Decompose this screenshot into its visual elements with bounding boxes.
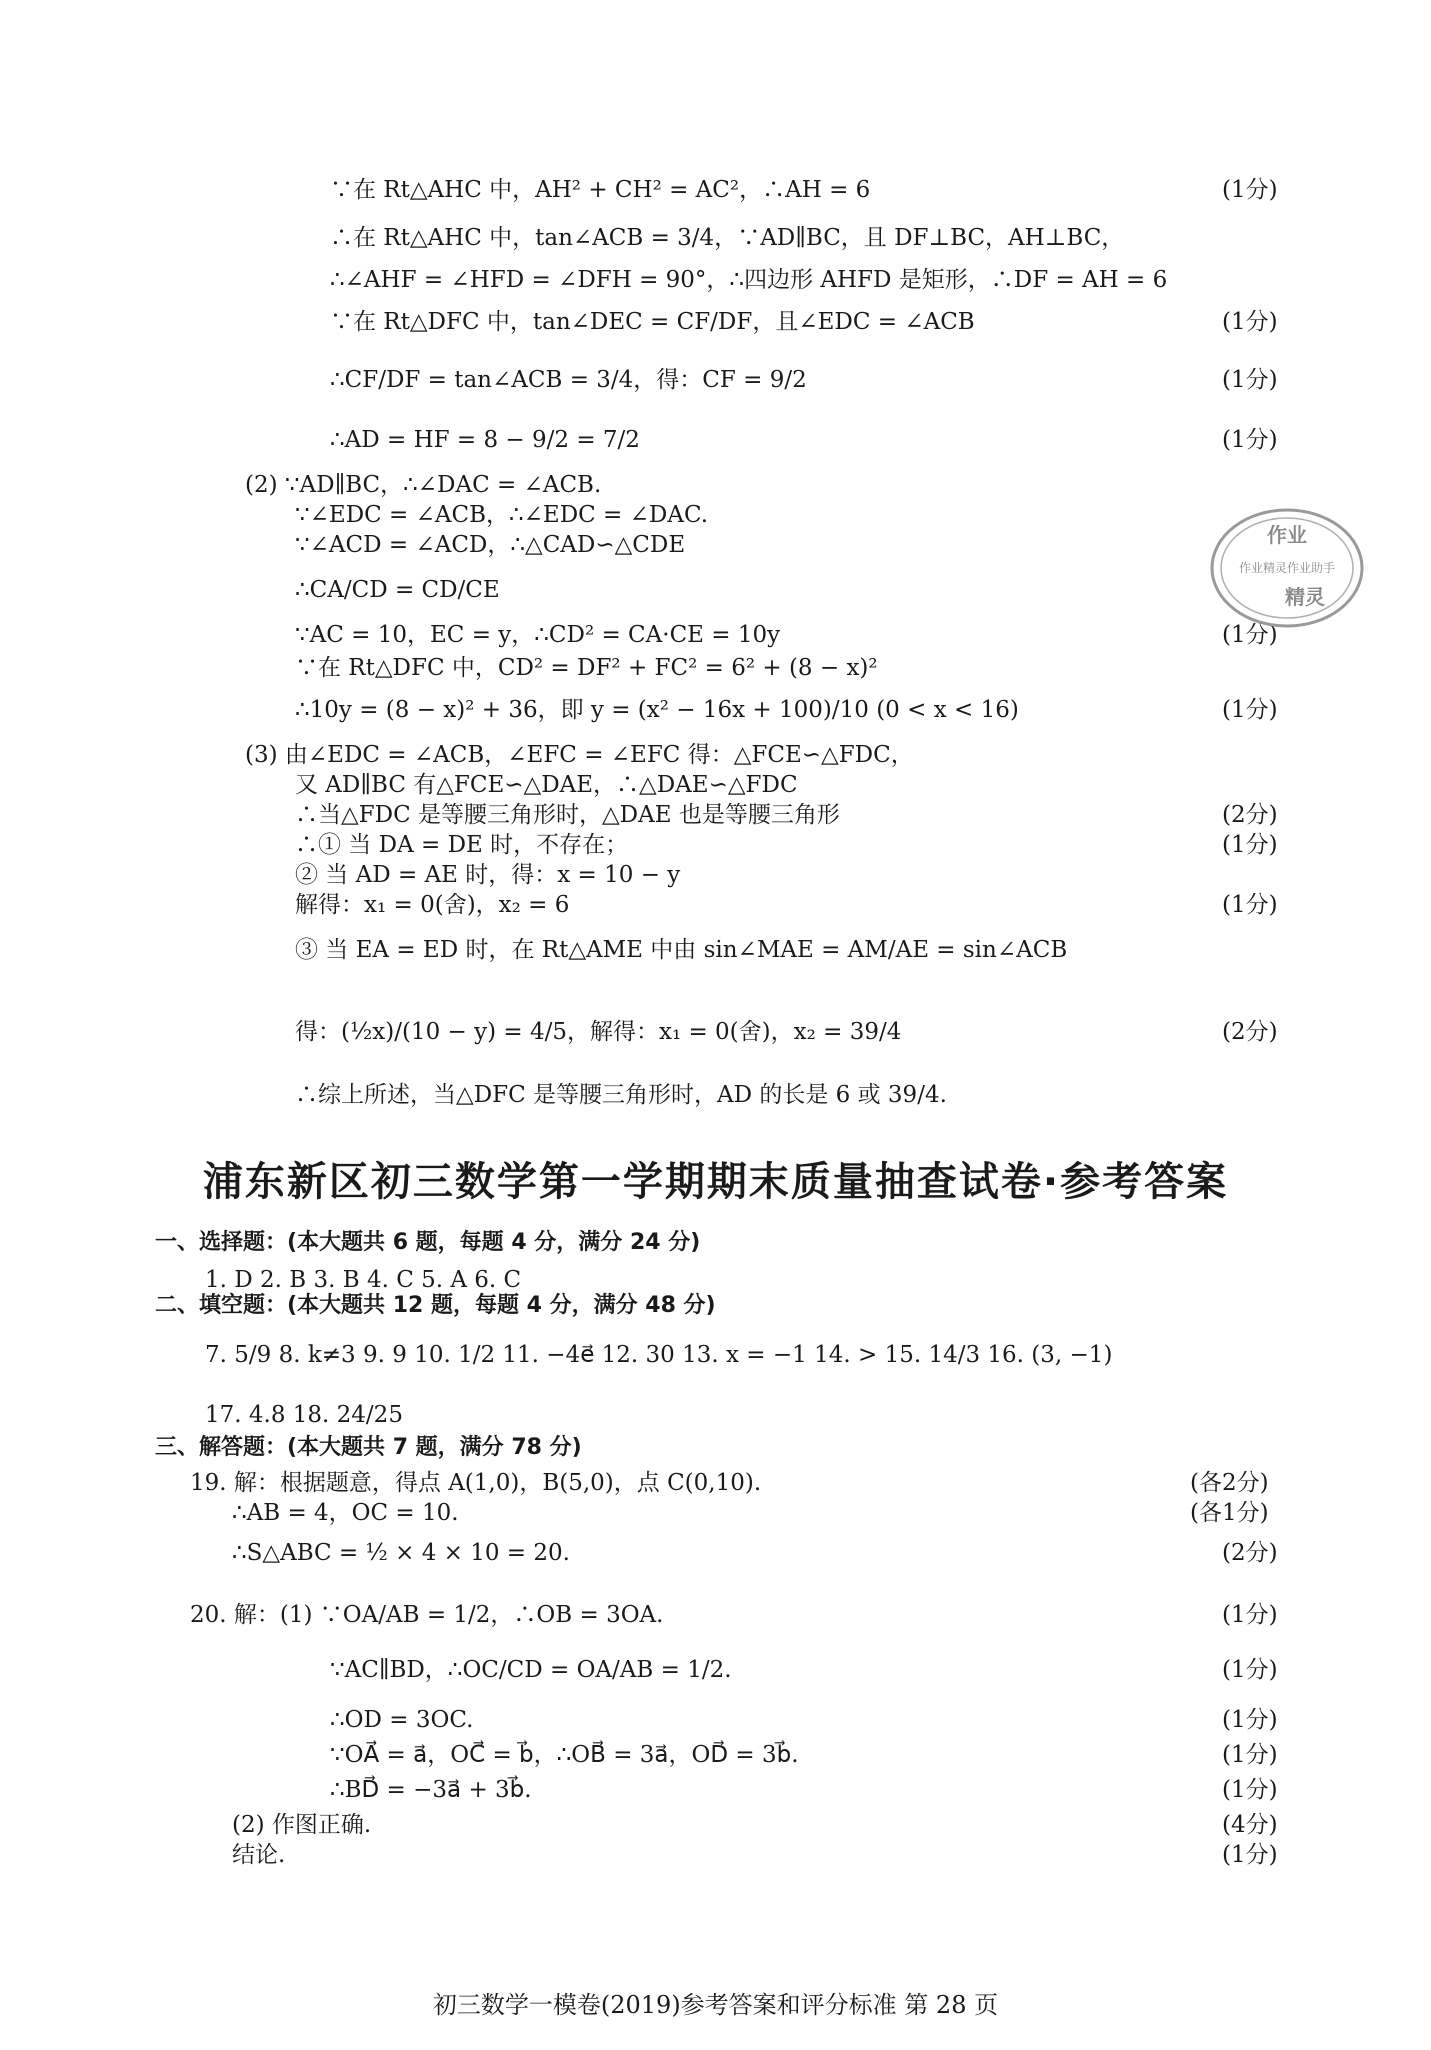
solution-line: ∴在 Rt△AHC 中，tan∠ACB = 3/4，∵AD∥BC，且 DF⊥BC，AH⊥BC， [330, 225, 1125, 251]
solution-line: 解得：x₁ = 0(舍)，x₂ = 6 [295, 892, 570, 918]
solution-line: ∵∠ACD = ∠ACD，∴△CAD∽△CDE [295, 532, 686, 558]
section2-answers-line2: 17. 4.8 18. 24/25 [205, 1402, 403, 1428]
score-label: (2分) [1222, 1019, 1278, 1045]
solution-line: ② 当 AD = AE 时，得：x = 10 − y [295, 862, 681, 888]
solution-line: ∴10y = (8 − x)² + 36，即 y = (x² − 16x + 100)/10 (0 < x < 16) [295, 697, 1019, 723]
solution-line: 20. 解：(1) ∵OA/AB = 1/2，∴OB = 3OA. [190, 1602, 664, 1628]
solution-line: ∴CA/CD = CD/CE [295, 577, 500, 603]
score-label: (1分) [1222, 177, 1278, 203]
solution-line: 19. 解：根据题意，得点 A(1,0)，B(5,0)，点 C(0,10). [190, 1470, 762, 1496]
solution-line: ∵在 Rt△DFC 中，CD² = DF² + FC² = 6² + (8 − x)² [295, 655, 878, 681]
score-label: (4分) [1222, 1812, 1278, 1838]
score-label: (1分) [1222, 1657, 1278, 1683]
solution-line: ∴S△ABC = ½ × 4 × 10 = 20. [232, 1540, 570, 1566]
solution-line: ∵在 Rt△DFC 中，tan∠DEC = CF/DF，且∠EDC = ∠ACB [330, 309, 975, 335]
score-label: (各2分) [1190, 1470, 1269, 1496]
score-label: (1分) [1222, 1602, 1278, 1628]
solution-line: (2) 作图正确. [232, 1812, 372, 1838]
solution-line: ∵在 Rt△AHC 中，AH² + CH² = AC²，∴AH = 6 [330, 177, 871, 203]
score-label: (1分) [1222, 309, 1278, 335]
score-label: (1分) [1222, 1707, 1278, 1733]
svg-text:精灵: 精灵 [1285, 585, 1325, 609]
page-footer: 初三数学一模卷(2019)参考答案和评分标准 第 28 页 [432, 1991, 999, 2019]
solution-line: ∴① 当 DA = DE 时，不存在； [295, 832, 629, 858]
document-title: 浦东新区初三数学第一学期期末质量抽查试卷·参考答案 [202, 1159, 1229, 1205]
svg-text:作业精灵作业助手: 作业精灵作业助手 [1238, 561, 1336, 575]
solution-line: 得：(½x)/(10 − y) = 4/5，解得：x₁ = 0(舍)，x₂ = 39/4 [295, 1019, 902, 1045]
solution-line: ∴∠AHF = ∠HFD = ∠DFH = 90°，∴四边形 AHFD 是矩形，∴DF = AH = 6 [330, 267, 1168, 293]
solution-line: ∴OD = 3OC. [330, 1707, 474, 1733]
section3-header: 三、解答题：(本大题共 7 题，满分 78 分) [155, 1435, 582, 1460]
solution-line: ∴当△FDC 是等腰三角形时，△DAE 也是等腰三角形 [295, 802, 840, 828]
section1-header: 一、选择题：(本大题共 6 题，每题 4 分，满分 24 分) [155, 1230, 701, 1255]
solution-line: ∵AC∥BD，∴OC/CD = OA/AB = 1/2. [330, 1657, 732, 1683]
solution-line: ∴AD = HF = 8 − 9/2 = 7/2 [330, 427, 640, 453]
score-label: (1分) [1222, 367, 1278, 393]
solution-line: ∵∠EDC = ∠ACB，∴∠EDC = ∠DAC. [295, 502, 709, 528]
solution-line: ∵AC = 10，EC = y，∴CD² = CA·CE = 10y [295, 622, 781, 648]
solution-line: ③ 当 EA = ED 时，在 Rt△AME 中由 sin∠MAE = AM/AE = sin∠ACB [295, 937, 1068, 963]
score-label: (2分) [1222, 1540, 1278, 1566]
score-label: (1分) [1222, 832, 1278, 858]
solution-line: (2) ∵AD∥BC，∴∠DAC = ∠ACB. [245, 472, 602, 498]
solution-line: ∵OA⃗ = a⃗，OC⃗ = b⃗，∴OB⃗ = 3a⃗，OD⃗ = 3b⃗. [330, 1742, 799, 1768]
score-label: (1分) [1222, 622, 1278, 648]
solution-line: ∴综上所述，当△DFC 是等腰三角形时，AD 的长是 6 或 39/4. [295, 1082, 947, 1108]
score-label: (1分) [1222, 1742, 1278, 1768]
section2-header: 二、填空题：(本大题共 12 题，每题 4 分，满分 48 分) [155, 1293, 716, 1318]
solution-line: (3) 由∠EDC = ∠ACB，∠EFC = ∠EFC 得：△FCE∽△FDC， [245, 742, 914, 768]
solution-line: ∴BD⃗ = −3a⃗ + 3b⃗. [330, 1777, 532, 1803]
solution-line: 结论. [232, 1842, 286, 1868]
solution-line: ∴CF/DF = tan∠ACB = 3/4，得：CF = 9/2 [330, 367, 807, 393]
svg-text:作业: 作业 [1267, 523, 1307, 547]
section2-answers-line1: 7. 5/9 8. k≠3 9. 9 10. 1/2 11. −4e⃗ 12. 30 13. x = −1 14. > 15. 14/3 16. (3, −1) [205, 1342, 1113, 1368]
score-label: (1分) [1222, 427, 1278, 453]
score-label: (1分) [1222, 1777, 1278, 1803]
watermark-stamp [1205, 500, 1370, 635]
score-label: (2分) [1222, 802, 1278, 828]
score-label: (各1分) [1190, 1500, 1269, 1526]
score-label: (1分) [1222, 892, 1278, 918]
score-label: (1分) [1222, 1842, 1278, 1868]
solution-line: 又 AD∥BC 有△FCE∽△DAE，∴△DAE∽△FDC [295, 772, 798, 798]
solution-line: ∴AB = 4，OC = 10. [232, 1500, 459, 1526]
score-label: (1分) [1222, 697, 1278, 723]
section1-answers: 1. D 2. B 3. B 4. C 5. A 6. C [205, 1267, 522, 1293]
